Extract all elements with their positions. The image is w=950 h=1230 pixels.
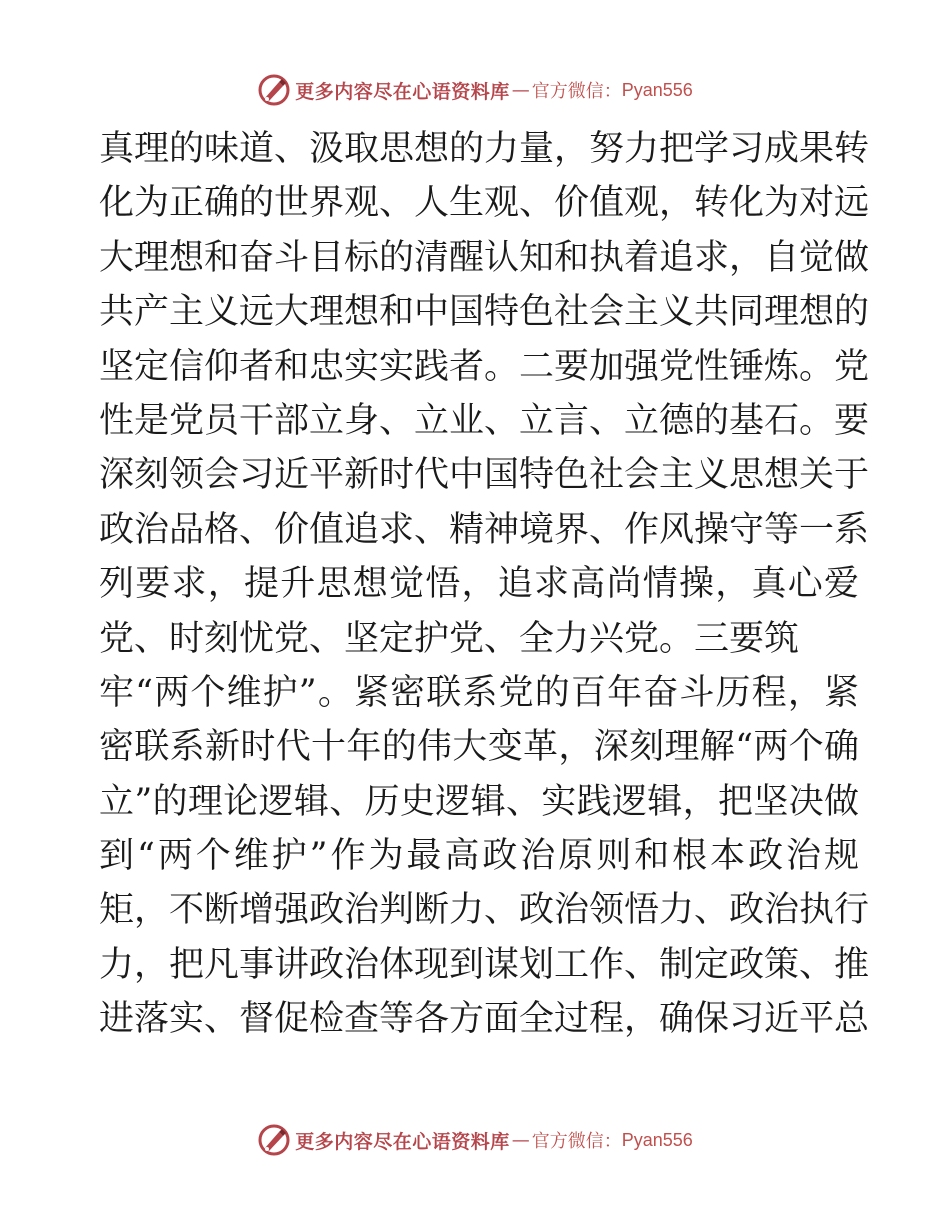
body-line: 共产主义远大理想和中国特色社会主义共同理想的 xyxy=(99,292,870,333)
banner-separator: — xyxy=(511,1129,530,1151)
banner-main-text: 更多内容尽在心语资料库 xyxy=(295,1130,510,1153)
body-line: 密联系新时代十年的伟大变革，深刻理解“两个确 xyxy=(99,727,859,768)
body-line: 立”的理论逻辑、历史逻辑、实践逻辑，把坚决做 xyxy=(99,781,859,822)
banner-wechat-label: 官方微信： xyxy=(531,1131,622,1152)
body-line: 到“两个维护”作为最高政治原则和根本政治规 xyxy=(99,836,859,877)
body-line: 进落实、督促检查等各方面全过程，确保习近平总 xyxy=(99,999,870,1040)
banner-separator: — xyxy=(511,79,530,101)
body-line: 列要求，提升思想觉悟，追求高尚情操，真心爱 xyxy=(99,564,859,605)
body-line: 深刻领会习近平新时代中国特色社会主义思想关于 xyxy=(99,455,870,496)
body-line: 坚定信仰者和忠实实践者。二要加强党性锤炼。党 xyxy=(99,346,870,387)
body-line: 大理想和奋斗目标的清醒认知和执着追求，自觉做 xyxy=(99,237,870,278)
body-line: 党、时刻忧党、坚定护党、全力兴党。三要筑 xyxy=(99,618,800,659)
footer-banner xyxy=(0,1120,950,1160)
document-body xyxy=(99,122,870,1047)
body-line: 政治品格、价值追求、精神境界、作风操守等一系 xyxy=(99,509,870,550)
banner-wechat-id: Pyan556 xyxy=(621,79,693,100)
body-line: 矩，不断增强政治判断力、政治领悟力、政治执行 xyxy=(99,890,870,931)
pen-logo-icon xyxy=(257,73,291,107)
body-line: 真理的味道、汲取思想的力量，努力把学习成果转 xyxy=(99,129,870,169)
banner-main-text: 更多内容尽在心语资料库 xyxy=(295,80,510,103)
body-line: 性是党员干部立身、立业、立言、立德的基石。要 xyxy=(99,400,870,441)
body-line: 力，把凡事讲政治体现到谋划工作、制定政策、推 xyxy=(99,944,870,985)
body-line: 化为正确的世界观、人生观、价值观，转化为对远 xyxy=(99,183,870,224)
banner-wechat-id: Pyan556 xyxy=(621,1129,693,1150)
header-banner xyxy=(0,70,950,110)
banner-wechat-label: 官方微信： xyxy=(531,81,622,102)
body-line: 牢“两个维护”。紧密联系党的百年奋斗历程，紧 xyxy=(99,672,859,713)
pen-logo-icon xyxy=(257,1123,291,1157)
